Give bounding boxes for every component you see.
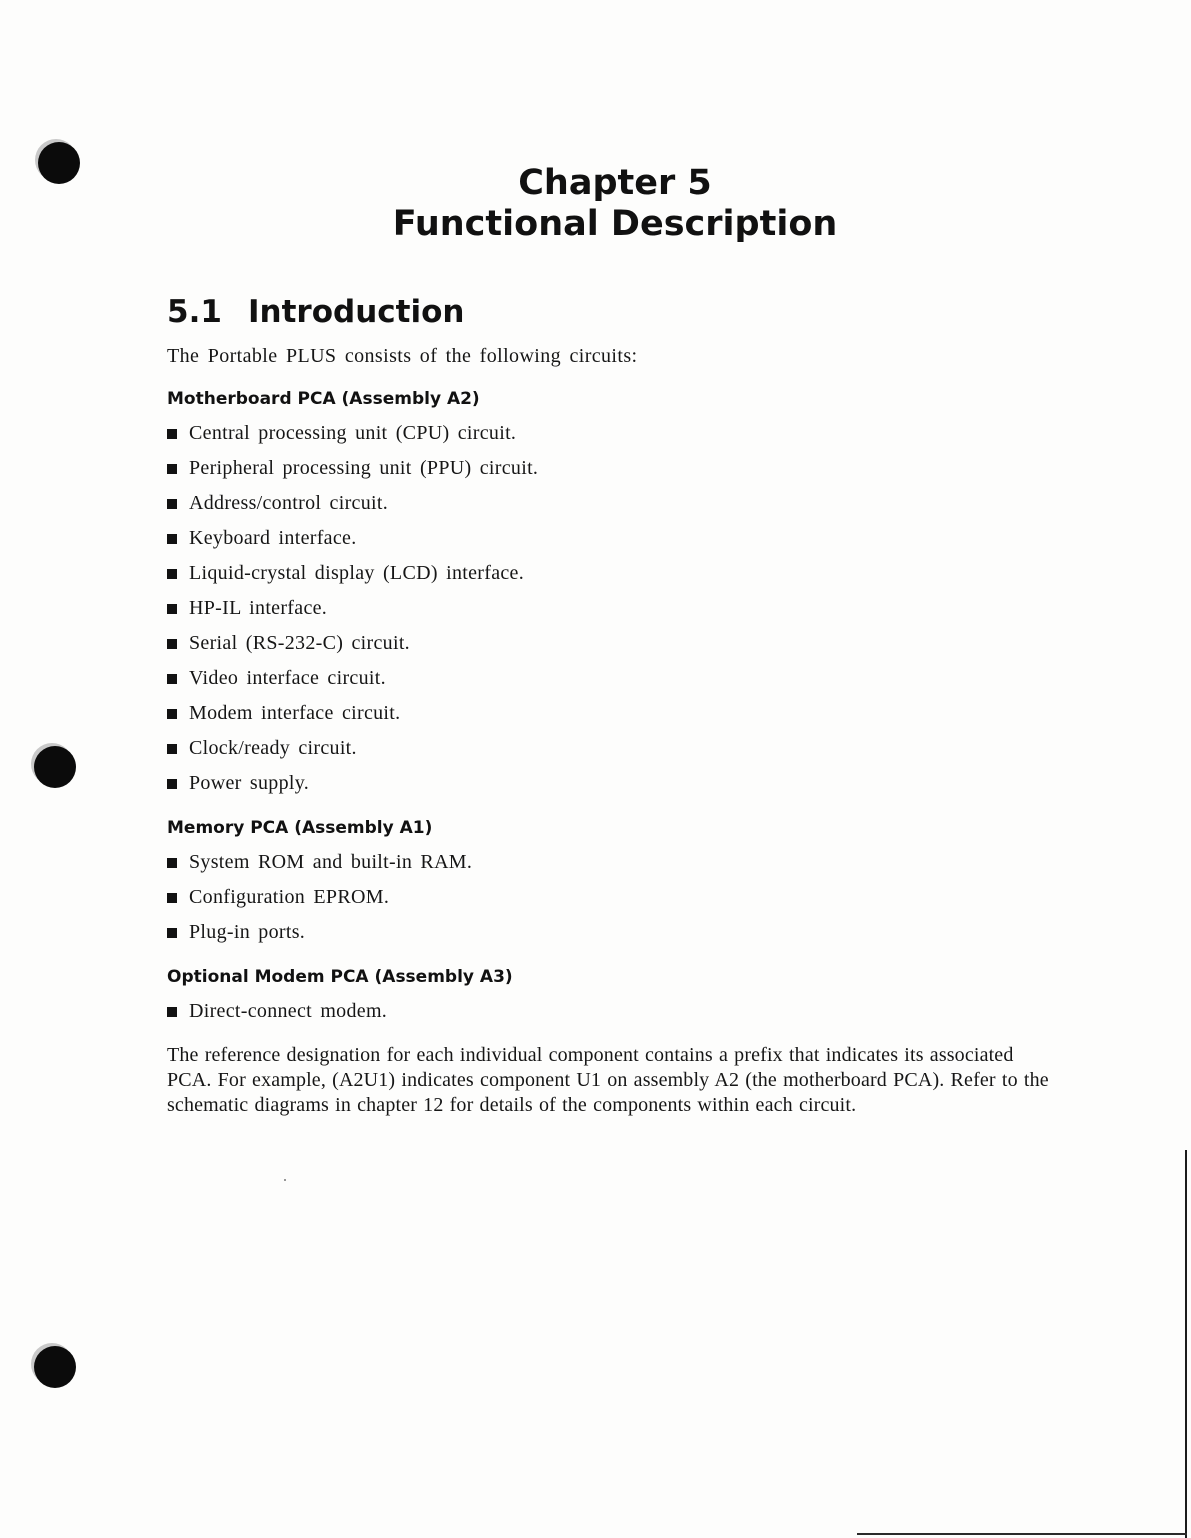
page-body bbox=[167, 340, 1057, 1118]
section-heading bbox=[167, 292, 464, 332]
group-modem bbox=[167, 964, 1057, 1029]
list-item: HP-IL interface. bbox=[167, 591, 1057, 626]
group-heading: Memory PCA (Assembly A1) bbox=[167, 818, 433, 838]
bullet-list bbox=[167, 416, 1057, 801]
chapter-heading bbox=[0, 163, 1191, 245]
list-item: Address/control circuit. bbox=[167, 486, 1057, 521]
list-item: Clock/ready circuit. bbox=[167, 731, 1057, 766]
page-edge-bottom bbox=[857, 1533, 1187, 1535]
bullet-square-icon bbox=[167, 604, 177, 614]
bullet-square-icon bbox=[167, 858, 177, 868]
binder-hole-bottom bbox=[34, 1346, 76, 1388]
bullet-square-icon bbox=[167, 744, 177, 754]
bullet-square-icon bbox=[167, 534, 177, 544]
bullet-list bbox=[167, 994, 1057, 1029]
bullet-square-icon bbox=[167, 464, 177, 474]
scan-speck bbox=[284, 1179, 286, 1181]
list-item: Power supply. bbox=[167, 766, 1057, 801]
binder-hole-middle bbox=[34, 746, 76, 788]
bullet-square-icon bbox=[167, 779, 177, 789]
group-heading: Optional Modem PCA (Assembly A3) bbox=[167, 967, 513, 987]
chapter-title: Functional Description bbox=[392, 204, 838, 244]
list-item: Video interface circuit. bbox=[167, 661, 1057, 696]
bullet-list bbox=[167, 845, 1057, 950]
bullet-square-icon bbox=[167, 893, 177, 903]
list-item: Keyboard interface. bbox=[167, 521, 1057, 556]
chapter-label: Chapter 5 bbox=[518, 163, 712, 203]
intro-paragraph: The Portable PLUS consists of the following circuits: bbox=[167, 345, 638, 367]
group-memory bbox=[167, 815, 1057, 950]
list-item: Serial (RS-232-C) circuit. bbox=[167, 626, 1057, 661]
list-item: Central processing unit (CPU) circuit. bbox=[167, 416, 1057, 451]
section-title: Introduction bbox=[248, 294, 465, 330]
list-item: Liquid-crystal display (LCD) interface. bbox=[167, 556, 1057, 591]
list-item: Plug-in ports. bbox=[167, 915, 1057, 950]
section-number: 5.1 bbox=[167, 294, 222, 330]
group-motherboard bbox=[167, 386, 1057, 801]
list-item: Configuration EPROM. bbox=[167, 880, 1057, 915]
group-heading: Motherboard PCA (Assembly A2) bbox=[167, 389, 480, 409]
page-edge-right bbox=[1185, 1150, 1187, 1538]
bullet-square-icon bbox=[167, 928, 177, 938]
bullet-square-icon bbox=[167, 499, 177, 509]
list-item: Peripheral processing unit (PPU) circuit. bbox=[167, 451, 1057, 486]
bullet-square-icon bbox=[167, 569, 177, 579]
closing-paragraph: The reference designation for each individual component contains a prefix that indicates its associated PCA. For example, (A2U1) indicates component U1 on assembly A2 (the motherboard PCA). Refer to the schematic diagrams in chapter 12 for details of the components within each circuit. bbox=[167, 1044, 1049, 1116]
list-item: System ROM and built-in RAM. bbox=[167, 845, 1057, 880]
bullet-square-icon bbox=[167, 1007, 177, 1017]
list-item: Modem interface circuit. bbox=[167, 696, 1057, 731]
list-item: Direct-connect modem. bbox=[167, 994, 1057, 1029]
bullet-square-icon bbox=[167, 709, 177, 719]
bullet-square-icon bbox=[167, 674, 177, 684]
bullet-square-icon bbox=[167, 429, 177, 439]
bullet-square-icon bbox=[167, 639, 177, 649]
